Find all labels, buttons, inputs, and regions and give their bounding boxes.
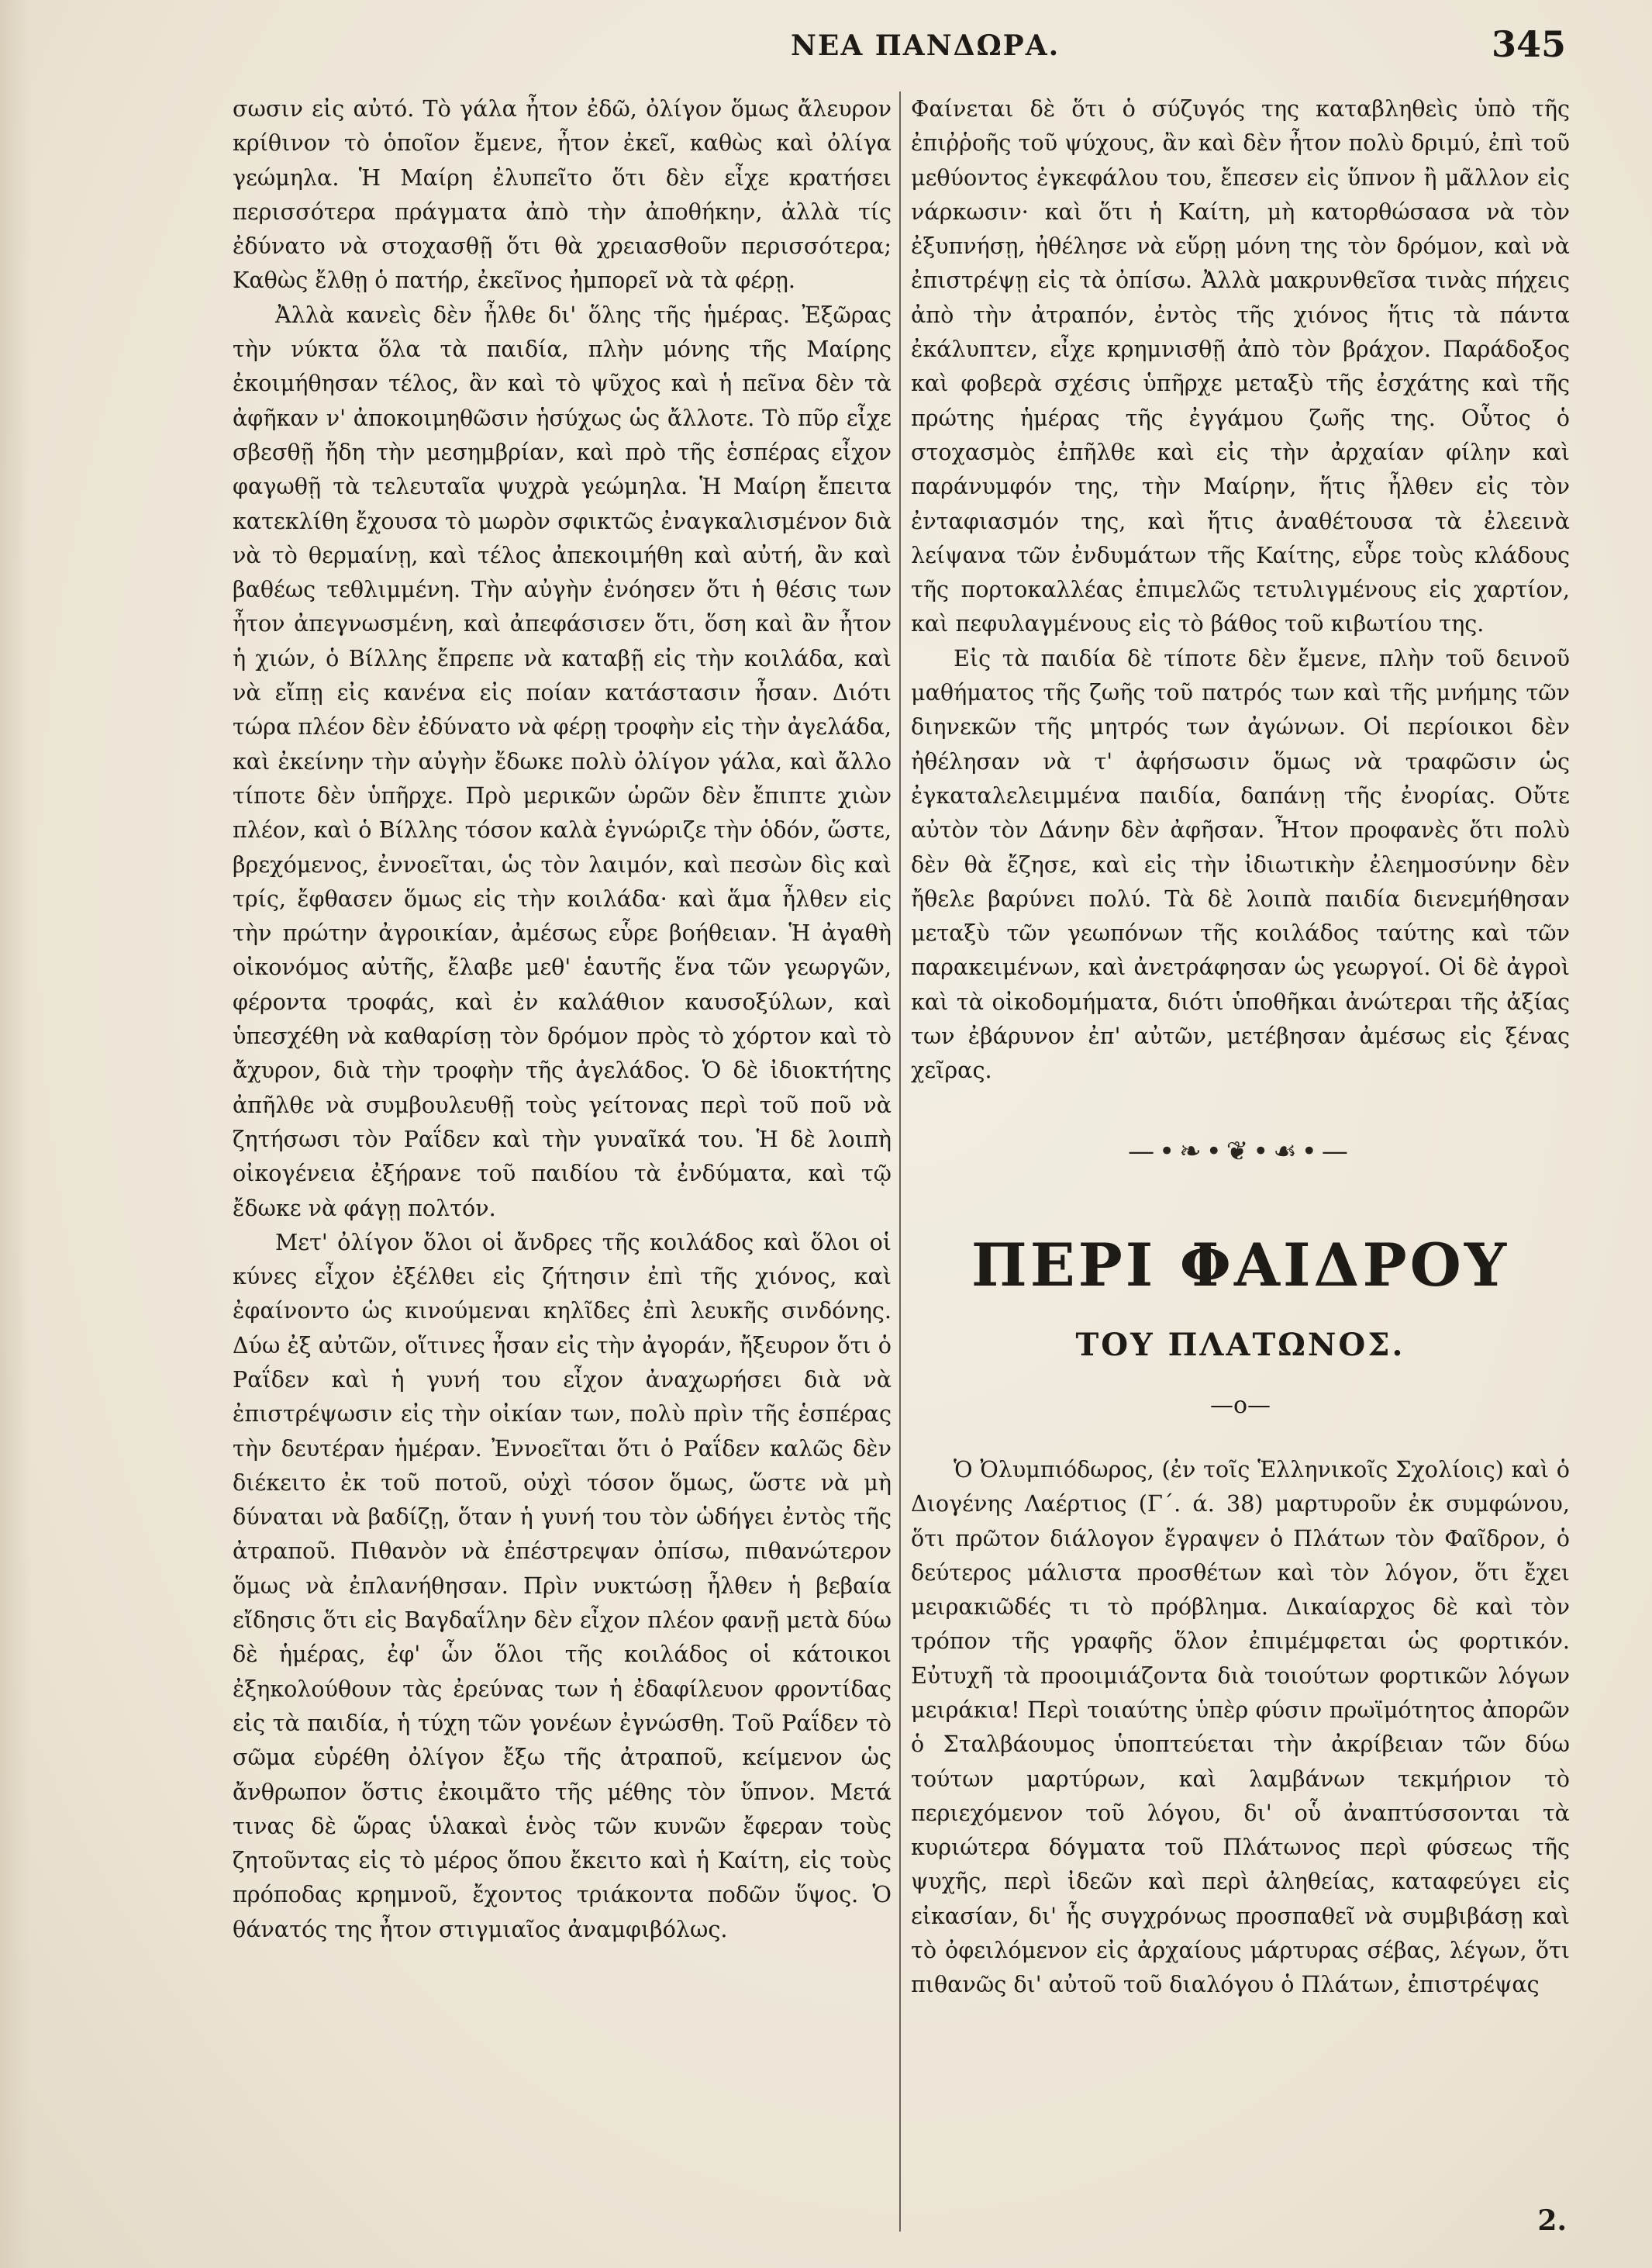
- left-paragraph-2: Ἀλλὰ κανεὶς δὲν ἦλθε δι' ὅλης τῆς ἡμέρας. Ἐξῶρας τὴν νύκτα ὅλα τὰ παιδία, πλὴν μόνης τῆς Μαίρης ἐκοιμήθησαν τέλος, ἂν καὶ τὸ ψῦχος καὶ ἡ πεῖνα δὲν τὰ ἀφῆκαν ν' ἀποκοιμηθῶσιν ἡσύχως ὡς ἄλλοτε. Τὸ πῦρ εἶχε σβεσθῇ ἤδη τὴν μεσημβρίαν, καὶ πρὸ τῆς ἑσπέρας εἶχον φαγωθῇ τὰ τελευταῖα ψυχρὰ γεώμηλα. Ἡ Μαίρη ἔπειτα κατεκλίθη ἔχουσα τὸ μωρὸν σφικτῶς ἐναγκαλισμένον διὰ νὰ τὸ θερμαίνῃ, καὶ τέλος ἀπεκοιμήθη καὶ αὐτή, ἂν καὶ βαθέως τεθλιμμένη. Τὴν αὐγὴν ἐνόησεν ὅτι ἡ θέσις των ἦτον ἀπεγνωσμένη, καὶ ἀπεφάσισεν ὅτι, ὅση καὶ ἂν ἦτον ἡ χιών, ὁ Βίλλης ἔπρεπε νὰ καταβῇ εἰς τὴν κοιλάδα, καὶ νὰ εἴπῃ εἰς κανένα εἰς ποίαν κατάστασιν ἦσαν. Διότι τώρα πλέον δὲν ἐδύνατο νὰ φέρῃ τροφὴν εἰς τὴν ἀγελάδα, καὶ ἐκείνην τὴν αὐγὴν ἔδωκε πολὺ ὀλίγον γάλα, καὶ ἄλλο τίποτε δὲν ὑπῆρχε. Πρὸ μερικῶν ὡρῶν δὲν ἔπιπτε χιὼν πλέον, καὶ ὁ Βίλλης τόσον καλὰ ἐγνώριζε τὴν ὁδόν, ὥστε, βρεχόμενος, ἐννοεῖται, ὡς τὸν λαιμόν, καὶ πεσὼν δὶς καὶ τρίς, ἔφθασεν ὅμως εἰς τὴν κοιλάδα· καὶ ἅμα ἦλθεν εἰς τὴν πρώτην ἀγροικίαν, ἀμέσως εὗρε βοήθειαν. Ἡ ἀγαθὴ οἰκονόμος αὐτῆς, ἔλαβε μεθ' ἑαυτῆς ἕνα τῶν γεωργῶν, φέροντα τροφάς, καὶ ἐν καλάθιον καυσοξύλων, καὶ ὑπεσχέθη νὰ καθαρίσῃ τὸν δρόμον πρὸς τὸ χόρτον καὶ τὸ ἄχυρον, διὰ τὴν τροφὴν τῆς ἀγελάδος. Ὁ δὲ ἰδιοκτήτης ἀπῆλθε νὰ συμβουλευθῇ τοὺς γείτονας περὶ τοῦ ποῦ νὰ ζητήσωσι τὸν Ραΐδεν καὶ τὴν γυναῖκά του. Ἡ δὲ λοιπὴ οἰκογένεια ἐξήρανε τοῦ παιδίου τὰ ἐνδύματα, καὶ τῷ ἔδωκε νὰ φάγῃ πολτόν.: [233, 301, 892, 1221]
- page-number: 345: [1491, 23, 1566, 65]
- left-column: [233, 91, 892, 2214]
- small-rule: —o—: [1209, 1391, 1271, 1419]
- section-ornament: —•❧•❦•☙•—: [1128, 1135, 1353, 1167]
- left-paragraph-1: σωσιν εἰς αὐτό. Τὸ γάλα ἦτον ἐδῶ, ὀλίγον ὅμως ἄλευρον κρίθινον τὸ ὁποῖον ἔμενε, ἦτον ἐκεῖ, καθὼς καὶ ὀλίγα γεώμηλα. Ἡ Μαίρη ἐλυπεῖτο ὅτι δὲν εἶχε κρατήσει περισσότερα πράγματα ἀπὸ τὴν ἀποθήκην, ἀλλὰ τίς ἐδύνατο νὰ στοχασθῇ ὅτι θὰ χρειασθοῦν περισσότερα; Καθὼς ἔλθῃ ὁ πατήρ, ἐκεῖνος ἠμπορεῖ νὰ τὰ φέρῃ.: [233, 95, 892, 294]
- right-paragraph-1: Φαίνεται δὲ ὅτι ὁ σύζυγός της καταβληθεὶς ὑπὸ τῆς ἐπιῤῥοῆς τοῦ ψύχους, ἂν καὶ δὲν ἦτον πολὺ δριμύ, ἐπὶ τοῦ μεθύοντος ἐγκεφάλου του, ἔπεσεν εἰς ὕπνον ἢ μᾶλλον εἰς νάρκωσιν· καὶ ὅτι ἡ Καίτη, μὴ κατορθώσασα νὰ τὸν ἐξυπνήσῃ, ἠθέλησε νὰ εὕρῃ μόνη της τὸν δρόμον, καὶ νὰ ἐπιστρέψῃ εἰς τὰ ὀπίσω. Ἀλλὰ μακρυνθεῖσα τινὰς πήχεις ἀπὸ τὴν ἀτραπόν, ἐντὸς τῆς χιόνος ἥτις τὰ πάντα ἐκάλυπτεν, εἶχε κρημνισθῇ ἀπὸ τὸν βράχον. Παράδοξος καὶ φοβερὰ σχέσις ὑπῆρχε μεταξὺ τῆς ἐσχάτης καὶ τῆς πρώτης ἡμέρας τῆς ἐγγάμου ζωῆς της. Οὗτος ὁ στοχασμὸς ἐπῆλθε καὶ εἰς τὴν ἀρχαίαν φίλην καὶ παράνυμφόν της, τὴν Μαίρην, ἥτις ἦλθεν εἰς τὸν ἐνταφιασμόν της, καὶ ἥτις ἀναθέτουσα τὰ ἐλεεινὰ λείψανα τῶν ἐνδυμάτων τῆς Καίτης, εὗρε τοὺς κλάδους τῆς πορτοκαλλέας ἐπιμελῶς τετυλιγμένους εἰς χαρτίον, καὶ πεφυλαγμένους εἰς τὸ βάθος τοῦ κιβωτίου της.: [911, 95, 1570, 637]
- left-paragraph-3: Μετ' ὀλίγον ὅλοι οἱ ἄνδρες τῆς κοιλάδος καὶ ὅλοι οἱ κύνες εἶχον ἐξέλθει εἰς ζήτησιν ἐπὶ τῆς χιόνος, καὶ ἐφαίνοντο ὡς κινούμεναι κηλῖδες ἐπὶ λευκῆς σινδόνης. Δύω ἐξ αὐτῶν, οἵτινες ἦσαν εἰς τὴν ἀγοράν, ἤξευρον ὅτι ὁ Ραΐδεν καὶ ἡ γυνή του εἶχον ἀναχωρήσει διὰ νὰ ἐπιστρέψωσιν εἰς τὴν οἰκίαν των, πολὺ πρὶν τῆς ἑσπέρας τὴν δευτέραν ἡμέραν. Ἐννοεῖται ὅτι ὁ Ραΐδεν καλῶς δὲν διέκειτο ἐκ τοῦ ποτοῦ, οὐχὶ τόσον ὅμως, ὥστε νὰ μὴ δύναται νὰ βαδίζῃ, ὅταν ἡ γυνή του τὸν ὡδήγει ἐντὸς τῆς ἀτραποῦ. Πιθανὸν νὰ ἐπέστρεψαν ὀπίσω, πιθανώτερον ὅμως νὰ ἐπλανήθησαν. Πρὶν νυκτώσῃ ἦλθεν ἡ βεβαία εἴδησις ὅτι εἰς Βαγδαΐλην δὲν εἶχον πλέον φανῇ μετὰ δύω δὲ ἡμέρας, ἐφ' ὧν ὅλοι τῆς κοιλάδος οἱ κάτοικοι ἐξηκολούθουν τὰς ἐρεύνας των ἡ ἐδαφίλευον φροντίδας εἰς τὰ παιδία, ἡ τύχη τῶν γονέων ἐγνώσθη. Τοῦ Ραΐδεν τὸ σῶμα εὑρέθη ὀλίγον ἔξω τῆς ἀτραποῦ, κείμενον ὡς ἄνθρωπον ὅστις ἐκοιμᾶτο τῆς μέθης τὸν ὕπνον. Μετά τινας δὲ ὥρας ὑλακαὶ ἑνὸς τῶν κυνῶν ἔφεραν τοὺς ζητοῦντας εἰς τὸ μέρος ὅπου ἔκειτο καὶ ἡ Καίτη, εἰς τοὺς πρόποδας κρημνοῦ, ἔχοντος τριάκοντα ποδῶν ὕψος. Ὁ θάνατός της ἦτον στιγμιαῖος ἀναμφιβόλως.: [233, 1228, 892, 1942]
- page-header: [233, 23, 1566, 70]
- right-paragraph-2: Εἰς τὰ παιδία δὲ τίποτε δὲν ἔμενε, πλὴν τοῦ δεινοῦ μαθήματος τῆς ζωῆς τοῦ πατρός των καὶ τῆς μνήμης τῶν διηνεκῶν τῆς μητρός των ἀγώνων. Οἱ περίοικοι δὲν ἠθέλησαν νὰ τ' ἀφήσωσιν ὅμως νὰ τραφῶσιν ὡς ἐγκαταλελειμμένα παιδία, δαπάνῃ τῆς ἐνορίας. Οὔτε αὐτὸν τὸν Δάνην δὲν ἀφῆσαν. Ἦτον προφανὲς ὅτι πολὺ δὲν θὰ ἔζησε, καὶ εἰς τὴν ἰδιωτικὴν ἐλεημοσύνην δὲν ἤθελε βαρύνει πολύ. Τὰ δὲ λοιπὰ παιδία διενεμήθησαν μεταξὺ τῶν γεωπόνων τῆς κοιλάδος ταύτης καὶ τῶν παρακειμένων, καὶ ἀνετράφησαν ὡς γεωργοί. Οἱ δὲ ἀγροὶ καὶ τὰ οἰκοδομήματα, διότι ὑποθῆκαι ἀνώτεραι τῆς ἀξίας των ἐβάρυνον ἐπ' αὐτῶν, μετέβησαν ἀμέσως εἰς ξένας χεῖρας.: [911, 644, 1570, 1084]
- article-subtitle: ΤΟΥ ΠΛΑΤΩΝΟΣ.: [1075, 1326, 1405, 1363]
- column-divider: [899, 91, 901, 2232]
- running-title: ΝΕΑ ΠΑΝΔΩΡΑ.: [791, 29, 1061, 62]
- page-edge-shadow: [0, 0, 31, 2268]
- article-title: ΠΕΡΙ ΦΑΙΔΡΟΥ: [971, 1230, 1510, 1300]
- article-paragraph-1: Ὁ Ὀλυμπιόδωρος, (ἐν τοῖς Ἑλληνικοῖς Σχολίοις) καὶ ὁ Διογένης Λαέρτιος (Γ΄. ά. 38) μαρτυροῦν ἐκ συμφώνου, ὅτι πρῶτον διάλογον ἔγραψεν ὁ Πλάτων τὸν Φαῖδρον, ὁ δεύτερος μάλιστα προσθέτων καὶ τὸν λόγον, ὅτι ἔχει μειρακιῶδές τι τὸ πρόβλημα. Δικαίαρχος δὲ καὶ τὸν τρόπον τῆς γραφῆς ὅλον ἐπιμέμφεται ὡς φορτικόν. Εὐτυχῆ τὰ προοιμιάζοντα διὰ τοιούτων φορτικῶν λόγων μειράκια! Περὶ τοιαύτης ὑπὲρ φύσιν πρωϊμότητος ἀπορῶν ὁ Σταλβάουμος ὑποπτεύεται τὴν ἀκρίβειαν τῶν δύω τούτων μαρτύρων, καὶ λαμβάνων τεκμήριον τὸ περιεχόμενον τοῦ λόγου, δι' οὗ ἀναπτύσσονται τὰ κυριώτερα δόγματα τοῦ Πλάτωνος περὶ φύσεως τῆς ψυχῆς, περὶ ἰδεῶν καὶ περὶ ἀληθείας, καταφεύγει εἰς εἰκασίαν, δι' ἧς συγχρόνως προσπαθεῖ νὰ συμβιβάσῃ καὶ τὸ ὀφειλόμενον εἰς ἀρχαίους μάρτυρας σέβας, λέγων, ὅτι πιθανῶς δι' αὐτοῦ τοῦ διαλόγου ὁ Πλάτων, ἐπιστρέψας: [911, 1455, 1570, 1998]
- right-column: [911, 91, 1570, 2214]
- signature-mark: 2.: [1537, 2204, 1567, 2237]
